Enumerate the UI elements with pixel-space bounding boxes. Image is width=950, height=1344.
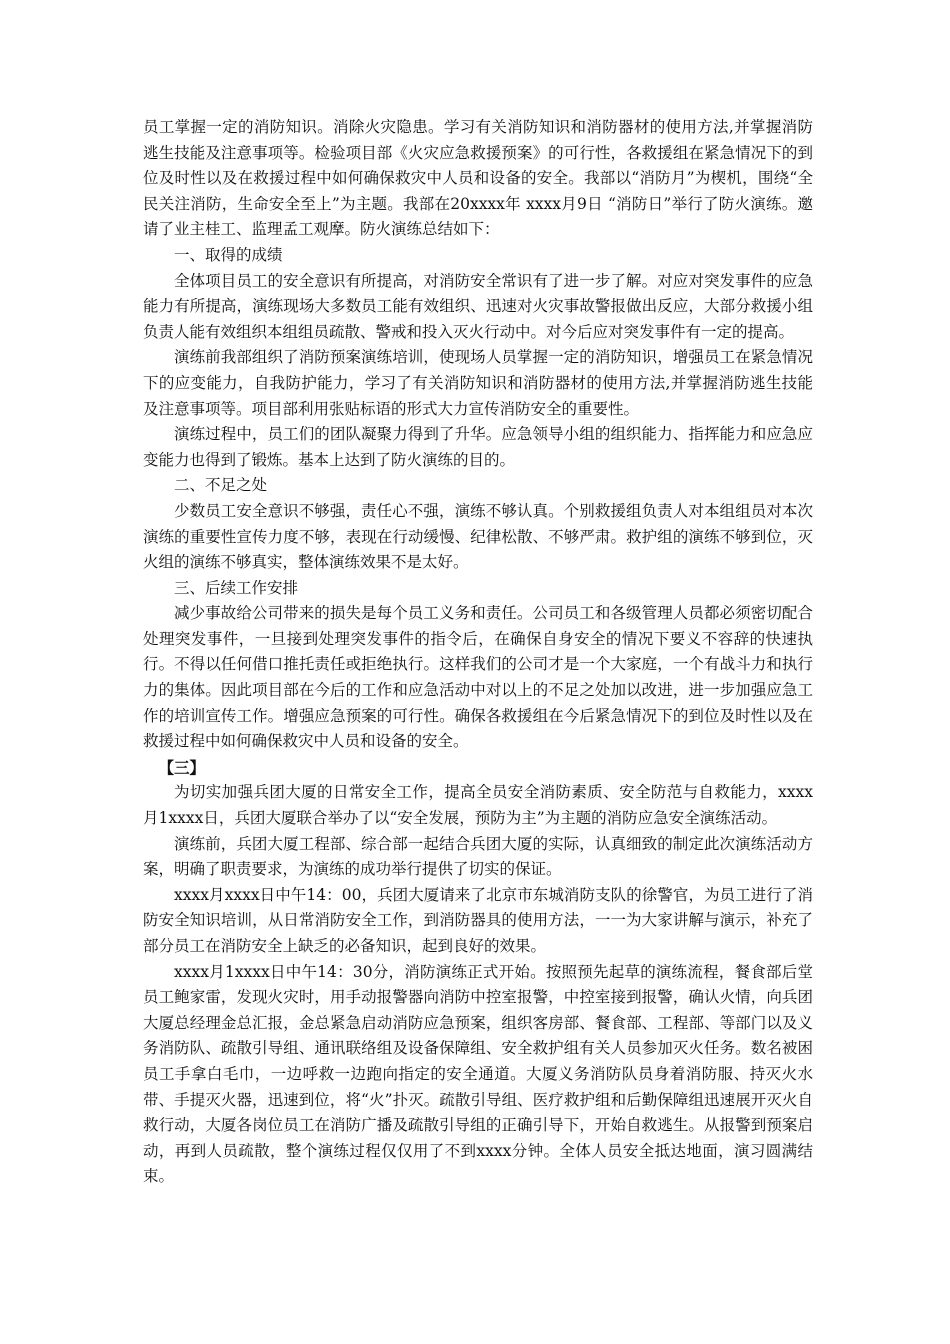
paragraph-drill-process: xxxx月1xxxx日中午14：30分，消防演练正式开始。按照预先起草的演练流程，餐食部后堂员工鲍家雷，发现火灾时，用手动报警器向消防中控室报警，中控室接到报警，确认火情，向兵团大厦总经理金总汇报，金总紧急启动消防应急预案，组织客房部、餐食部、工程部、等部门以及义务消防队、疏散引导组、通讯联络组及设备保障组、安全救护组有关人员参加灭火任务。数名被困员工手拿白毛巾，一边呼救一边跑向指定的安全通道。大厦义务消防队员身着消防服、持灭火水带、手提灭火器，迅速到位，将“火”扑灭。疏散引导组、医疗救护组和后勤保障组迅速展开灭火自救行动，大厦各岗位员工在消防广播及疏散引导组的正确引导下，开始自救逃生。从报警到预案启动，再到人员疏散，整个演练过程仅仅用了不到xxxx分钟。全体人员安全抵达地面，演习圆满结束。 [143, 962, 813, 1186]
paragraph-training: 演练前我部组织了消防预案演练培训，使现场人员掌握一定的消防知识，增强员工在紧急情况下的应变能力，自我防护能力，学习了有关消防知识和消防器材的使用方法,并掌握消防逃生技能及注意事项等。项目部利用张贴标语的形式大力宣传消防安全的重要性。 [143, 348, 813, 418]
document-body [143, 115, 813, 1190]
paragraph-intro: 员工掌握一定的消防知识。消除火灾隐患。学习有关消防知识和消防器材的使用方法,并掌握消防逃生技能及注意事项等。检验项目部《火灾应急救援预案》的可行性，各救援组在紧急情况下的到位及时性以及在救援过程中如何确保救灾中人员和设备的安全。我部以“消防月”为楔机，围绕“全民关注消防，生命安全至上”为主题。我部在20xxxx年 xxxx月9日 “消防日”举行了防火演练。邀请了业主桂工、监理孟工观摩。防火演练总结如下： [143, 118, 813, 239]
heading-achievements: 一、取得的成绩 [174, 245, 283, 264]
paragraph-preparation: 演练前，兵团大厦工程部、综合部一起结合兵团大厦的实际，认真细致的制定此次演练活动方案，明确了职责要求，为演练的成功举行提供了切实的保证。 [143, 834, 813, 879]
paragraph-team: 演练过程中，员工们的团队凝聚力得到了升华。应急领导小组的组织能力、指挥能力和应急应变能力也得到了锻炼。基本上达到了防火演练的目的。 [143, 425, 813, 469]
heading-shortcomings: 二、不足之处 [174, 476, 268, 495]
heading-follow-up: 三、后续工作安排 [174, 578, 299, 597]
paragraph-event-intro: 为切实加强兵团大厦的日常安全工作，提高全员安全消防素质、安全防范与自救能力，xxxx月1xxxx日，兵团大厦联合举办了以“安全发展，预防为主”为主题的消防应急安全演练活动。 [143, 783, 813, 828]
paragraph-achievements: 全体项目员工的安全意识有所提高，对消防安全常识有了进一步了解。对应对突发事件的应急能力有所提高，演练现场大多数员工能有效组织、迅速对火灾事故警报做出反应，大部分救援小组负责人能有效组织本组组员疏散、警戒和投入灭火行动中。对今后应对突发事件有一定的提高。 [143, 271, 813, 341]
paragraph-knowledge-training: xxxx月xxxx日中午14：00，兵团大厦请来了北京市东城消防支队的徐警官，为员工进行了消防安全知识培训，从日常消防安全工作，到消防器具的使用方法，一一为大家讲解与演示，补充了部分员工在消防安全上缺乏的必备知识，起到良好的效果。 [143, 885, 813, 955]
section-marker-three: 【三】 [158, 757, 206, 777]
paragraph-shortcomings: 少数员工安全意识不够强，责任心不强，演练不够认真。个别救援组负责人对本组组员对本次演练的重要性宣传力度不够，表现在行动缓慢、纪律松散、不够严肃。救护组的演练不够到位，灭火组的演练不够真实，整体演练效果不是太好。 [143, 501, 813, 572]
paragraph-follow-up: 减少事故给公司带来的损失是每个员工义务和责任。公司员工和各级管理人员都必须密切配合处理突发事件，一旦接到处理突发事件的指令后，在确保自身安全的情况下要义不容辞的快速执行。不得以任何借口推托责任或拒绝执行。这样我们的公司才是一个大家庭，一个有战斗力和执行力的集体。因此项目部在今后的工作和应急活动中对以上的不足之处加以改进，进一步加强应急工作的培训宣传工作。增强应急预案的可行性。确保各救援组在今后紧急情况下的到位及时性以及在救援过程中如何确保救灾中人员和设备的安全。 [143, 604, 813, 751]
